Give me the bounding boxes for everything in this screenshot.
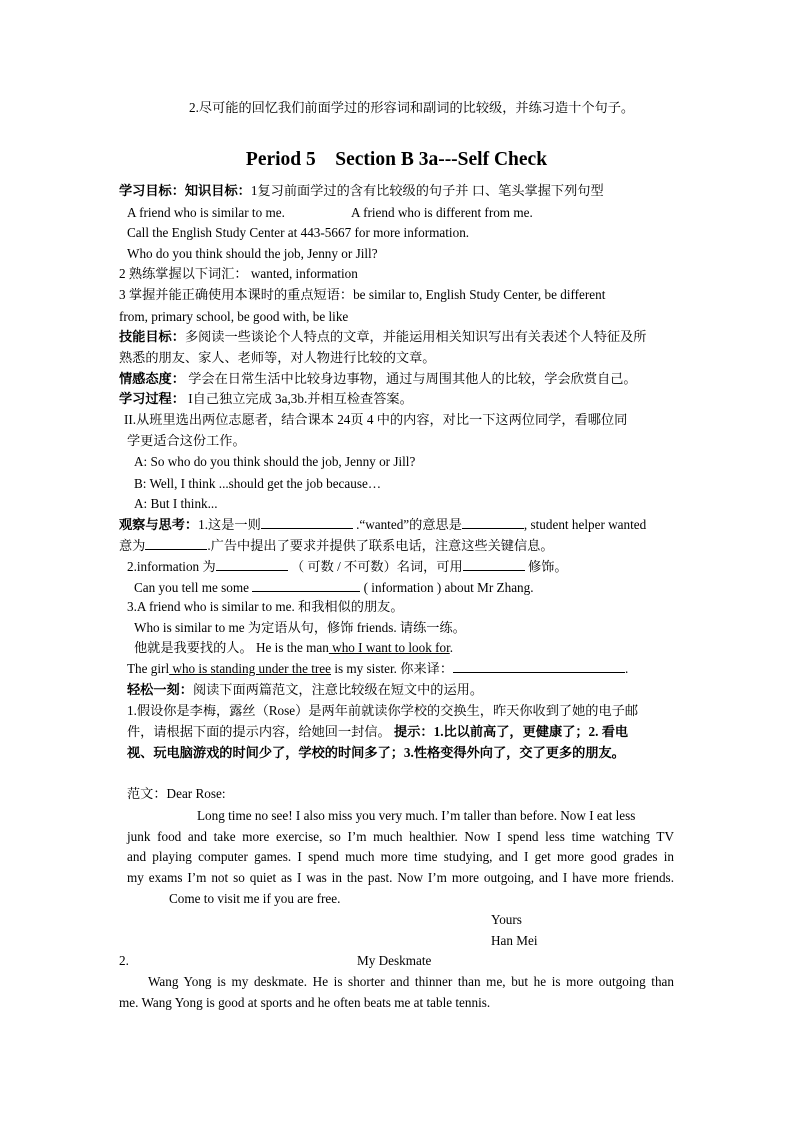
- blank-information[interactable]: [252, 578, 360, 592]
- task2-number: 2.: [119, 953, 129, 968]
- emotion-label: 情感态度：: [119, 371, 185, 386]
- blank-phrase-meaning[interactable]: [145, 536, 207, 550]
- blank-translation[interactable]: [453, 659, 625, 673]
- process-label: 学习过程：: [119, 391, 185, 406]
- observe-q3d-mid: is my sister. 你来译：: [331, 661, 454, 676]
- phrases-line-1: 3 掌握并能正确使用本课时的重点短语：be similar to, English Study Center, be different: [119, 287, 606, 302]
- observe-q1-wanted: .“wanted”的意思是: [352, 517, 462, 532]
- blank-ad-type[interactable]: [261, 515, 353, 529]
- process-line-1: [119, 389, 413, 409]
- objectives-item1: 1复习前面学过的含有比较级的句子并 口、笔头掌握下列句型: [250, 183, 604, 198]
- process-step-2a: II.从班里选出两位志愿者，结合课本 24页 4 中的内容，对比一下这两位同学，看哪位同: [124, 412, 628, 427]
- observe-q1-tail: , student helper wanted: [523, 517, 647, 532]
- task1-text: 件，请根据下面的提示内容，给她回一封信。: [127, 724, 391, 739]
- sample-greeting: 范文：Dear Rose:: [127, 786, 226, 801]
- vocab-line: 2 熟练掌握以下词汇： wanted, information: [119, 266, 358, 281]
- observe-q1b-tail: .广告中提出了要求并提供了联系电话，注意这些关键信息。: [207, 538, 554, 553]
- task2-title: My Deskmate: [357, 953, 432, 968]
- sentence-who-job: Who do you think should the job, Jenny or Jill?: [127, 246, 378, 261]
- dialog-line-3: A: But I think...: [134, 496, 218, 511]
- observe-q2b-tail: ( information ) about Mr Zhang.: [360, 580, 534, 595]
- observe-q3d-text: The girl: [127, 661, 170, 676]
- observe-line-8: [127, 659, 628, 679]
- observe-q3c-clause: who I want to look for: [328, 640, 450, 655]
- essay1-line-1: Long time no see! I also miss you very much. I’m taller than before. Now I eat less: [197, 808, 636, 823]
- objectives-line: [119, 181, 604, 201]
- emotion-line: [119, 369, 637, 389]
- task1-hint: 提示：1.比以前高了，更健康了；2. 看电: [390, 724, 629, 739]
- recall-instruction: 2.尽可能的回忆我们前面学过的形容词和副词的比较级，并练习造十个句子。: [189, 100, 635, 115]
- observe-q3d-end: .: [625, 661, 629, 676]
- page-title: Period 5 Section B 3a---Self Check: [245, 149, 548, 170]
- observe-line-6: Who is similar to me 为定语从句，修饰 friends. 请练一练。: [134, 620, 466, 635]
- process-step-2b: 学更适合这份工作。: [127, 433, 246, 448]
- relax-intro: 阅读下面两篇范文，注意比较级在短文中的运用。: [192, 682, 484, 697]
- task1-line-3: 视、玩电脑游戏的时间少了，学校的时间多了；3.性格变得外向了，交了更多的朋友。: [127, 745, 625, 760]
- observe-line-5: 3.A friend who is similar to me. 和我相似的朋友。: [127, 599, 404, 614]
- essay1-line-4: my exams I’m not so quiet as I was in the past. Now I’m more outgoing, and I have more friends.: [127, 870, 674, 885]
- dialog-line-1: A: So who do you think should the job, Jenny or Jill?: [134, 454, 416, 469]
- task1-line-1: 1.假设你是李梅，露丝（Rose）是两年前就读你学校的交换生，昨天你收到了她的电子邮: [127, 703, 639, 718]
- observe-q2b-text: Can you tell me some: [134, 580, 253, 595]
- dialog-line-2: B: Well, I think ...should get the job because…: [134, 476, 382, 491]
- relax-line: [127, 680, 483, 700]
- sentence-different: A friend who is different from me.: [351, 205, 533, 220]
- observe-line-4: [134, 578, 534, 598]
- skill-line-2: 熟悉的朋友、家人、老师等，对人物进行比较的文章。: [119, 350, 436, 365]
- observe-q3d-clause: who is standing under the tree: [169, 661, 332, 676]
- observe-q3c-end: .: [449, 640, 454, 655]
- skill-text-1: 多阅读一些谈论个人特点的文章，并能运用相关知识写出有关表述个人特征及所: [184, 329, 647, 344]
- blank-wanted-meaning[interactable]: [462, 515, 524, 529]
- essay1-line-2: junk food and take more exercise, so I’m much healthier. Now I spend less time watching TV: [127, 829, 674, 844]
- observe-q1-text: 1.这是一则: [198, 517, 261, 532]
- skill-line-1: [119, 327, 647, 347]
- emotion-text: 学会在日常生活中比较身边事物，通过与周围其他人的比较，学会欣赏自己。: [184, 371, 637, 386]
- process-step-1: I自己独立完成 3a,3b.并相互检查答案。: [184, 391, 413, 406]
- observe-line-7: [134, 638, 453, 658]
- letter-signature: Han Mei: [491, 933, 538, 948]
- observe-q2-text: 2.information 为: [127, 559, 216, 574]
- phrases-line-2: from, primary school, be good with, be like: [119, 309, 349, 324]
- essay1-line-3: and playing computer games. I spend much more time studying, and I get more good grades in: [127, 849, 674, 864]
- observe-q2-tail: 修饰。: [524, 559, 568, 574]
- task1-line-2: [127, 722, 628, 742]
- skill-label: 技能目标：: [119, 329, 185, 344]
- observe-line-2: [119, 536, 554, 556]
- observe-line-1: [119, 515, 646, 535]
- relax-label: 轻松一刻：: [127, 682, 193, 697]
- blank-modifier[interactable]: [463, 557, 525, 571]
- observe-q1b-text: 意为: [119, 538, 146, 553]
- observe-q3c-text: 他就是我要找的人。 He is the man: [134, 640, 329, 655]
- blank-word-class[interactable]: [216, 557, 288, 571]
- letter-closing: Yours: [491, 912, 522, 927]
- sentence-similar: A friend who is similar to me.: [127, 205, 285, 220]
- sentence-call: Call the English Study Center at 443-5667 for more information.: [127, 225, 470, 240]
- observe-q2-countable: （ 可数 / 不可数）名词，可用: [287, 559, 463, 574]
- observe-line-3: [127, 557, 568, 577]
- essay2-line-1: Wang Yong is my deskmate. He is shorter and thinner than me, but he is more outgoing than: [148, 974, 674, 989]
- observe-label: 观察与思考：: [119, 517, 199, 532]
- objectives-label: 学习目标：知识目标：: [119, 183, 251, 198]
- essay1-line-5: Come to visit me if you are free.: [169, 891, 341, 906]
- essay2-line-2: me. Wang Yong is good at sports and he often beats me at table tennis.: [119, 995, 491, 1010]
